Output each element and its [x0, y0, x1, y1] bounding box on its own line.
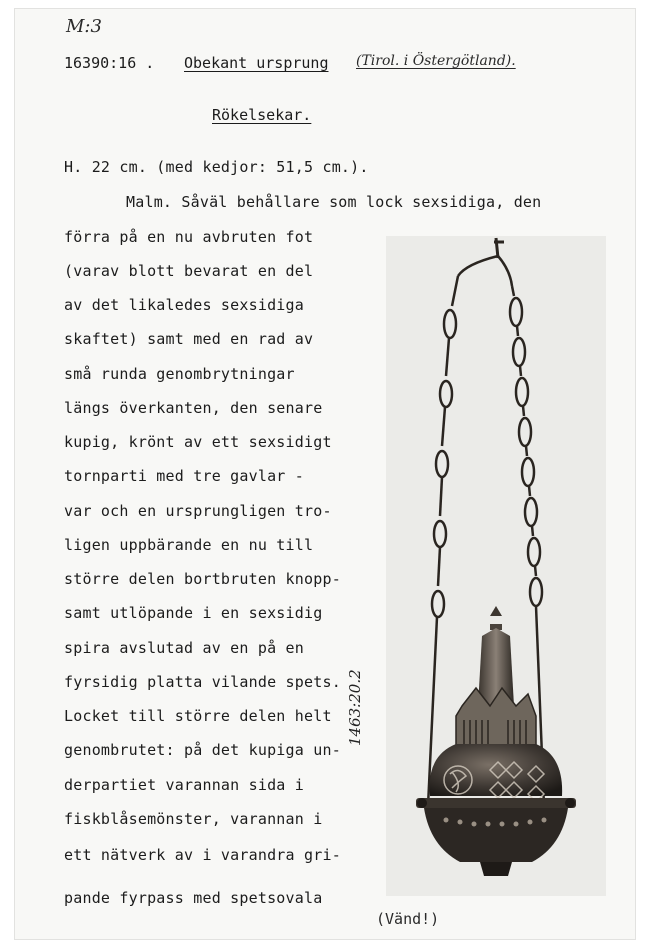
- description-line: genombrutet: på det kupiga un-: [64, 741, 341, 759]
- description-line: var och en ursprungligen tro-: [64, 502, 332, 520]
- description-line: av det likaledes sexsidiga: [64, 296, 304, 314]
- corner-mark: M:3: [66, 16, 102, 37]
- origin-typed: Obekant ursprung: [184, 54, 329, 72]
- object-title: Rökelsekar.: [212, 106, 312, 124]
- description-line: derpartiet varannan sida i: [64, 776, 304, 794]
- description-line: skaftet) samt med en rad av: [64, 330, 314, 348]
- origin-handwritten: (Tirol. i Östergötland).: [356, 53, 516, 69]
- censer-illustration: [386, 236, 606, 896]
- censer-photo: [386, 236, 606, 896]
- margin-note: 1463:20.2: [346, 669, 364, 746]
- description-line: (varav blott bevarat en del: [64, 262, 314, 280]
- description-line: spira avslutad av en på en: [64, 639, 304, 657]
- catalog-number: 16390:16 .: [64, 54, 155, 72]
- turn-note: (Vänd!): [376, 910, 440, 928]
- description-line: ligen uppbärande en nu till: [64, 536, 314, 554]
- description-line: fiskblåsemönster, varannan i: [64, 810, 323, 828]
- description-line: större delen bortbruten knopp-: [64, 570, 341, 588]
- description-line: förra på en nu avbruten fot: [64, 228, 314, 246]
- description-line: Malm. Såväl behållare som lock sexsidiga, den: [126, 193, 542, 211]
- description-line: tornparti med tre gavlar -: [64, 467, 304, 485]
- description-line: små runda genombrytningar: [64, 365, 295, 383]
- description-line: längs överkanten, den senare: [64, 399, 323, 417]
- dimensions: H. 22 cm. (med kedjor: 51,5 cm.).: [64, 158, 369, 176]
- description-line: ett nätverk av i varandra gri-: [64, 846, 341, 864]
- description-line: fyrsidig platta vilande spets.: [64, 673, 341, 691]
- description-line: pande fyrpass med spetsovala: [64, 889, 323, 907]
- description-line: Locket till större delen helt: [64, 707, 332, 725]
- description-line: kupig, krönt av ett sexsidigt: [64, 433, 332, 451]
- description-line: samt utlöpande i en sexsidig: [64, 604, 323, 622]
